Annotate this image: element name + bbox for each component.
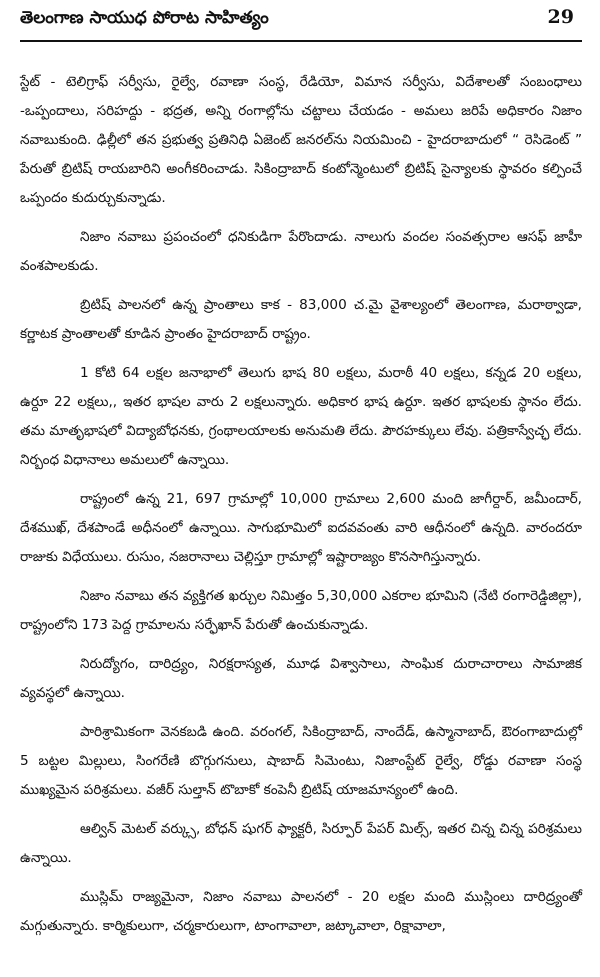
paragraph-6: నిజాం నవాబు తన వ్యక్తిగత ఖర్చుల నిమిత్తం 5,30,000 ఎకరాల భూమిని (నేటి రంగారెడ్డిజిల్లా), రాష్ట్రంలోని 173 పెద్ద గ్రామాలను సర్ఫేఖాన్ పేరుతో ఉంచుకున్నాడు. xyxy=(20,588,582,633)
running-title: తెలంగాణ సాయుధ పోరాట సాహిత్యం xyxy=(20,8,269,28)
paragraph-10: ముస్లిమ్ రాజ్యమైనా, నిజాం నవాబు పాలనలో - 20 లక్షల మంది ముస్లింలు దారిద్ర్యంతో మగ్గుతున్నారు. కార్మికులుగా, చర్మకారులుగా, టాంగావాలా, జట్కావాలా, రిక్షావాలా, xyxy=(20,889,582,934)
paragraph-9: ఆల్విన్ మెటల్ వర్క్సు, బోధన్ షుగర్ ఫ్యాక్టరీ, సిర్పూర్ పేపర్ మిల్స్, ఇతర చిన్న చిన్న పరిశ్రమలు ఉన్నాయి. xyxy=(20,821,582,866)
page-number: 29 xyxy=(547,6,574,28)
paragraph-3: బ్రిటిష్ పాలనలో ఉన్న ప్రాంతాలు కాక - 83,000 చ.మై వైశాల్యంలో తెలంగాణ, మరాఠ్వాడా, కర్ణాటక ప్రాంతాలతో కూడిన ప్రాంతం హైదరాబాద్ రాష్ట్రం. xyxy=(20,297,582,342)
page-header xyxy=(20,0,582,52)
body-text xyxy=(20,68,582,941)
header-rule xyxy=(20,40,582,42)
paragraph-2: నిజాం నవాబు ప్రపంచంలో ధనికుడిగా పేరొందాడు. నాలుగు వందల సంవత్సరాల ఆసఫ్ జాహీ వంశపాలకుడు. xyxy=(20,229,582,274)
paragraph-4: 1 కోటి 64 లక్షల జనాభాలో తెలుగు భాష 80 లక్షలు, మరాఠీ 40 లక్షలు, కన్నడ 20 లక్షలు, ఉర్దూ 22 లక్షలు,, ఇతర భాషల వారు 2 లక్షలున్నారు. అధికార భాష ఉర్దూ. ఇతర భాషలకు స్థానం లేదు. తమ మాతృభాషలో విద్యాబోధనకు, గ్రంథాలయాలకు అనుమతి లేదు. పౌరహక్కులు లేవు. పత్రికాస్వేచ్ఛ లేదు. నిర్బంధ విధానాలు అమలులో ఉన్నాయి. xyxy=(20,365,582,468)
paragraph-1: స్టేట్ - టెలిగ్రాఫ్ సర్వీసు, రైల్వే, రవాణా సంస్థ, రేడియో, విమాన సర్వీసు, విదేశాలతో సంబంధాలు -ఒప్పందాలు, సరిహద్దు - భద్రత, అన్ని రంగాల్లోను చట్టాలు చేయడం - అమలు జరిపే అధికారం నిజాం నవాబుకుంది. ఢిల్లీలో తన ప్రభుత్వ ప్రతినిధి ఏజెంట్ జనరల్‌ను నియమించి - హైదరాబాదులో “ రెసిడెంట్ ” పేరుతో బ్రిటిష్ రాయబారిని అంగీకరించాడు. సికింద్రాబాద్ కంటోన్మెంటులో బ్రిటిష్ సైన్యాలకు స్థావరం కల్పించే ఒప్పందం కుదుర్చుకున్నాడు. xyxy=(20,74,582,206)
paragraph-5: రాష్ట్రంలో ఉన్న 21, 697 గ్రామాల్లో 10,000 గ్రామాలు 2,600 మంది జాగీర్దార్, జమీందార్, దేశముఖ్, దేశపాండే అధీనంలో ఉన్నాయి. సాగుభూమిలో ఐదవవంతు వారి ఆధీనంలో ఉన్నది. వారందరూ రాజుకు విధేయులు. రుసుం, నజరానాలు చెల్లిస్తూ గ్రామాల్లో ఇష్టారాజ్యం కొనసాగిస్తున్నారు. xyxy=(20,491,582,565)
paragraph-7: నిరుద్యోగం, దారిద్ర్యం, నిరక్షరాస్యత, మూఢ విశ్వాసాలు, సాంఘిక దురాచారాలు సామాజిక వ్యవస్థలో ఉన్నాయి. xyxy=(20,656,582,701)
paragraph-8: పారిశ్రామికంగా వెనకబడి ఉంది. వరంగల్, సికింద్రాబాద్, నాందేడ్, ఉస్మానాబాద్, ఔరంగాబాదుల్లో 5 బట్టల మిల్లులు, సింగరేణి బొగ్గుగనులు, షాబాద్ సిమెంటు, నిజాంస్టేట్ రైల్వే, రోడ్డు రవాణా సంస్థ ముఖ్యమైన పరిశ్రమలు. వజీర్ సుల్తాన్ టొబాకో కంపెనీ బ్రిటిష్ యాజమాన్యంలో ఉంది. xyxy=(20,724,582,798)
